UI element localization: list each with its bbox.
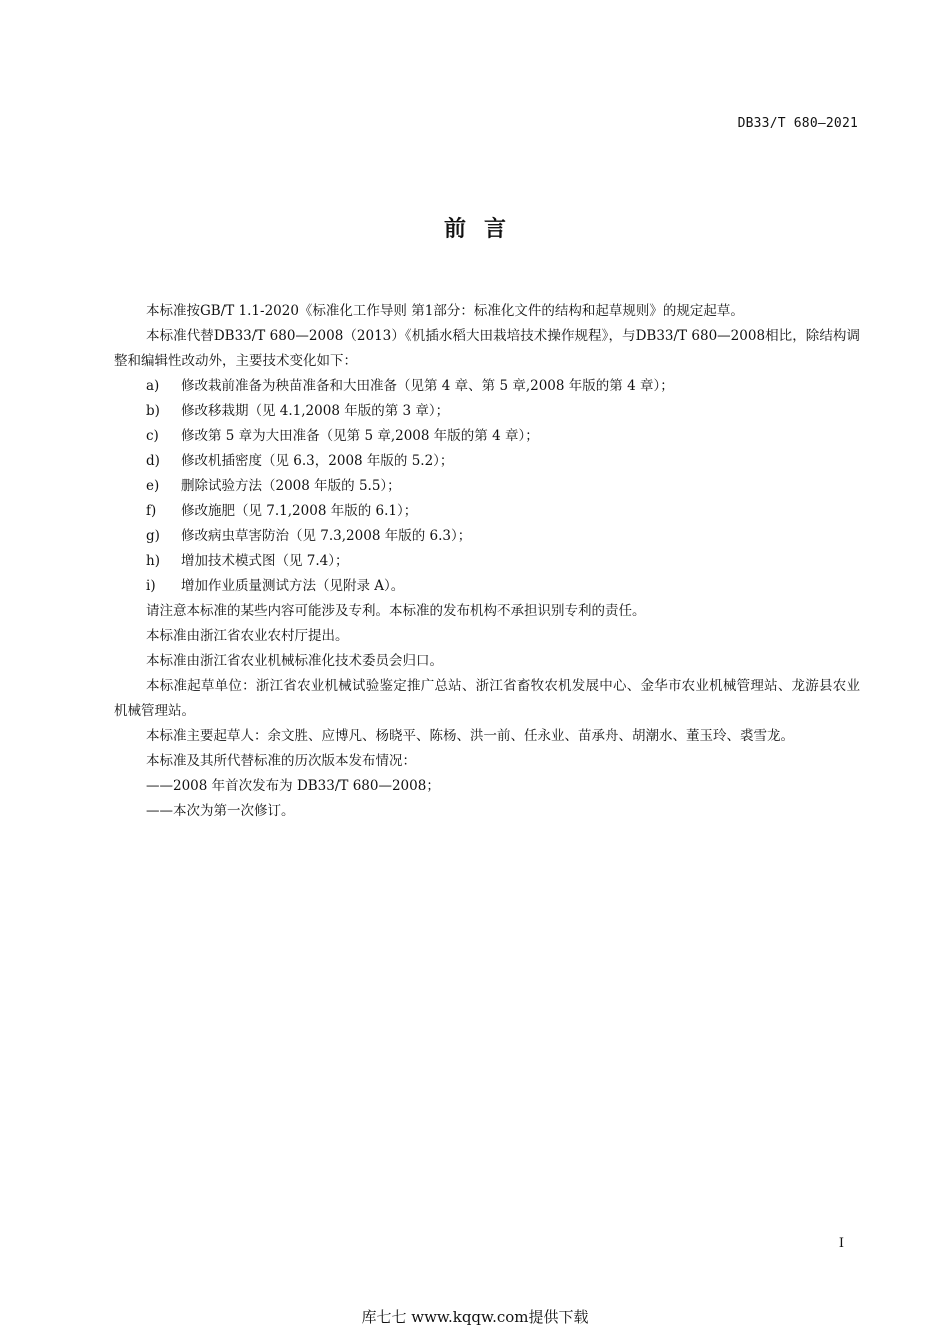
paragraph-patent-notice: 请注意本标准的某些内容可能涉及专利。本标准的发布机构不承担识别专利的责任。 <box>146 603 646 619</box>
list-marker: f) <box>146 503 157 519</box>
list-text: 增加技术模式图（见 7.4）； <box>181 553 349 569</box>
list-marker: i) <box>146 578 156 594</box>
list-text: 修改第 5 章为大田准备（见第 5 章,2008 年版的第 4 章）； <box>181 428 539 444</box>
paragraph-replacement: 本标准代替DB33/T 680—2008（2013）《机插水稻大田栽培技术操作规程》，与DB33/T 680—2008相比，除结构调整和编辑性改动外，主要技术变化如下： <box>114 328 860 369</box>
list-marker: b) <box>146 403 160 419</box>
list-text: 修改机插密度（见 6.3，2008 年版的 5.2）； <box>181 453 454 469</box>
list-text: 删除试验方法（2008 年版的 5.5）； <box>181 478 401 494</box>
list-item <box>114 574 860 599</box>
list-item <box>114 449 860 474</box>
paragraph-drafters: 本标准主要起草人：余文胜、应博凡、杨晓平、陈杨、洪一前、任永业、苗承舟、胡潮水、董玉玲、裘雪龙。 <box>146 728 794 744</box>
list-marker: h) <box>146 553 160 569</box>
document-body <box>114 299 860 824</box>
list-item <box>114 499 860 524</box>
page-number: I <box>838 1236 844 1251</box>
list-item <box>114 399 860 424</box>
paragraph-drafting-units: 本标准起草单位：浙江省农业机械试验鉴定推广总站、浙江省畜牧农机发展中心、金华市农业机械管理站、龙游县农业机械管理站。 <box>114 678 860 719</box>
list-item <box>114 549 860 574</box>
document-code: DB33/T 680—2021 <box>737 116 858 131</box>
list-marker: e) <box>146 478 160 494</box>
list-text: 修改施肥（见 7.1,2008 年版的 6.1）； <box>181 503 418 519</box>
list-text: 增加作业质量测试方法（见附录 A）。 <box>181 578 405 594</box>
list-marker: d) <box>146 453 160 469</box>
list-text: 修改移栽期（见 4.1,2008 年版的第 3 章）； <box>181 403 450 419</box>
page-title: 前言 <box>443 217 524 242</box>
list-text: 修改栽前准备为秧苗准备和大田准备（见第 4 章、第 5 章,2008 年版的第 4 章）； <box>181 378 674 394</box>
list-item <box>114 424 860 449</box>
list-marker: a) <box>146 378 160 394</box>
list-item <box>114 474 860 499</box>
paragraph-history-intro: 本标准及其所代替标准的历次版本发布情况： <box>146 753 416 769</box>
list-item <box>114 374 860 399</box>
list-marker: c) <box>146 428 159 444</box>
paragraph-committee: 本标准由浙江省农业机械标准化技术委员会归口。 <box>146 653 443 669</box>
list-item <box>114 524 860 549</box>
footer-download-note: 库七七 www.kqqw.com提供下载 <box>361 1308 589 1326</box>
paragraph-history-first: ——2008 年首次发布为 DB33/T 680—2008； <box>146 778 440 794</box>
list-marker: g) <box>146 528 160 544</box>
paragraph-history-current: ——本次为第一次修订。 <box>146 803 295 819</box>
paragraph-proposer: 本标准由浙江省农业农村厅提出。 <box>146 628 349 644</box>
list-text: 修改病虫草害防治（见 7.3,2008 年版的 6.3）； <box>181 528 472 544</box>
paragraph-drafting-rules: 本标准按GB/T 1.1-2020《标准化工作导则 第1部分：标准化文件的结构和起草规则》的规定起草。 <box>146 303 744 319</box>
